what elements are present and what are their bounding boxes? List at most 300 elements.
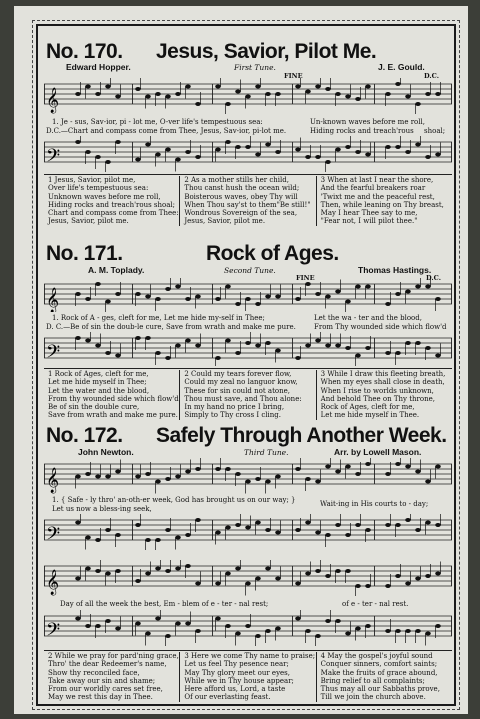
treble-staff [44,78,452,114]
note-head [145,632,151,636]
note-head [135,475,141,479]
verse-line: When I rise to worlds unknown, [320,386,434,395]
note-head [175,285,181,289]
verse-line: And behold Thee on Thy throne, [320,394,435,403]
clef-symbol: 𝄢 [46,342,61,366]
verse-line: Of our everlasting feast. [184,693,271,702]
note-head [395,523,401,527]
verse-line: May Thy glory meet our eyes, [184,668,290,677]
note-head [385,92,391,96]
verse-line: Be of sin the double cure, [48,403,140,412]
note-head [145,95,151,99]
note-head [75,292,81,296]
verse-line: Here afford us, Lord, a taste [184,685,286,694]
note-head [75,140,81,144]
note-head [165,569,171,573]
verse-line: From our worldly cares set free, [48,685,163,694]
note-head [115,95,121,99]
note-head [215,297,221,301]
note-head [85,624,91,628]
note-head [275,349,281,353]
note-head [395,351,401,355]
note-head [405,290,411,294]
note-head [245,624,251,628]
note-head [415,577,421,581]
verse-line: 'Twixt me and the peaceful rest, [320,192,435,201]
note-head [225,339,231,343]
note-head [265,480,271,484]
lyric-line-2: Let us now a bless-ing seek, [52,505,152,513]
note-head [95,624,101,628]
note-head [435,523,441,527]
note-head [385,302,391,306]
note-head [185,297,191,301]
note-head [95,282,101,286]
clef-symbol: 𝄞 [46,88,60,113]
fine-mark: FINE [284,72,303,80]
verse-line: In my hand no price I bring, [184,403,285,412]
verse-line: Thou must save, and Thou alone: [184,394,302,403]
note-head [345,346,351,350]
note-head [225,526,231,530]
note-head [425,346,431,350]
tune-label: Second Tune. [224,266,276,275]
note-head [185,533,191,537]
verse-line: Simply to Thy cross I cling. [184,411,282,420]
lyric-right-1: Un-known waves before me roll, [310,118,425,126]
note-head [395,629,401,633]
note-head [195,582,201,586]
note-head [145,472,151,476]
verse-line: 3 When at last I near the shore, [320,176,434,184]
note-head [175,536,181,540]
clef-symbol: 𝄢 [46,524,61,549]
note-head [355,472,361,476]
note-head [305,344,311,348]
verses [44,652,452,702]
dc-mark: D.C. [424,72,439,80]
note-head [325,465,331,469]
verse-line: May we rest this day in Thee. [48,693,153,702]
note-head [215,467,221,471]
lyric-right-2: Hiding rocks and treach'rous [310,127,414,135]
verses [44,370,452,420]
note-head [265,92,271,96]
note-head [135,523,141,527]
note-head [195,518,201,522]
note-head [405,582,411,586]
note-head [235,472,241,476]
note-head [405,518,411,522]
verse-2 [44,652,179,702]
note-head [175,344,181,348]
note-head [415,143,421,147]
hymn-number: No. 170. [46,40,123,63]
note-head [245,480,251,484]
note-head [335,470,341,474]
verse-line: 2 Could my tears forever flow, [184,370,292,378]
note-head [325,619,331,623]
note-head [85,472,91,476]
note-head [425,480,431,484]
note-head [365,85,371,89]
note-head [195,467,201,471]
note-head [275,531,281,535]
note-head [395,574,401,578]
note-head [355,627,361,631]
bass-staff [44,514,452,550]
note-head [165,634,171,638]
note-head [295,582,301,586]
verse-3 [179,652,315,702]
bass-staff-2 [44,610,452,646]
note-head [135,87,141,91]
note-head [405,95,411,99]
note-head [295,148,301,152]
clef-symbol: 𝄢 [46,620,61,645]
verse-line: May I hear Thee say to me, [320,209,418,218]
note-head [365,285,371,289]
note-head [165,148,171,152]
divider [44,368,452,369]
note-head [215,617,221,621]
verse-line: Could my zeal no languor know, [184,378,298,387]
note-head [175,567,181,571]
note-head [195,155,201,159]
note-head [435,624,441,628]
note-head [165,287,171,291]
note-head [405,629,411,633]
note-head [405,465,411,469]
clef-symbol: 𝄞 [46,468,60,493]
note-head [115,292,121,296]
note-head [185,150,191,154]
note-head [295,356,301,360]
note-head [415,629,421,633]
note-head [115,627,121,631]
note-head [295,297,301,301]
hymn-title: Rock of Ages. [206,242,339,265]
note-head [415,285,421,289]
note-head [165,528,171,532]
verse-line: Thro' the dear Redeemer's name, [48,660,167,669]
note-head [95,344,101,348]
divider [44,650,452,651]
note-head [295,528,301,532]
note-head [315,85,321,89]
verse-3 [316,370,452,420]
author-credit: John Newton. [78,447,134,457]
note-head [405,341,411,345]
verses [44,176,452,226]
note-head [255,85,261,89]
lyric-right-2: From Thy wounded side which flow'd [314,323,447,331]
note-head [105,619,111,623]
note-head [305,521,311,525]
note-head [225,140,231,144]
note-head [145,295,151,299]
note-head [115,569,121,573]
hymn-number: No. 171. [46,242,123,265]
note-head [255,577,261,581]
note-head [305,90,311,94]
tune-label: Third Tune. [244,448,289,457]
note-head [215,148,221,152]
note-head [75,336,81,340]
note-head [355,150,361,154]
note-head [395,292,401,296]
note-head [235,351,241,355]
note-head [295,617,301,621]
note-head [115,140,121,144]
note-head [265,567,271,571]
note-head [345,632,351,636]
note-head [75,617,81,621]
lyric-line-2: D. C.—Be of sin the doub-le cure, Save from wrath and make me pure. [46,323,296,331]
note-head [325,533,331,537]
lyric-line-1: 1. Rock of A - ges, cleft for me, Let me hide my-self in Thee; [52,314,265,322]
page-border [36,24,456,706]
note-head [235,302,241,306]
verse-line: "Fear not, I will pilot thee." [320,217,418,226]
note-head [195,629,201,633]
note-head [215,356,221,360]
note-head [215,85,221,89]
note-head [325,574,331,578]
composer-credit: J. E. Gould. [378,62,425,72]
divider [44,174,452,175]
verse-line: 3 Here we come Thy name to praise; [184,652,316,660]
note-head [85,567,91,571]
note-head [185,564,191,568]
note-head [175,475,181,479]
note-head [195,295,201,299]
note-head [85,297,91,301]
note-head [385,472,391,476]
note-head [225,467,231,471]
verse-line: Rock of Ages, cleft for me, [320,403,415,412]
note-head [105,572,111,576]
note-head [215,582,221,586]
note-head [85,339,91,343]
note-head [155,297,161,301]
verse-line: 2 As a mother stills her child, [184,176,289,184]
verse-line: Then, while leaning on Thy breast, [320,200,444,209]
note-head [435,465,441,469]
hymn-title: Safely Through Another Week. [156,424,447,447]
note-head [325,87,331,91]
note-head [155,351,161,355]
note-head [155,480,161,484]
note-head [305,477,311,481]
note-head [75,475,81,479]
note-head [365,153,371,157]
note-head [105,85,111,89]
verse-line: Till we join the church above. [320,693,426,702]
verse-line: Jesus, Savior, pilot me. [184,217,266,226]
hymn-title: Jesus, Savior, Pilot Me. [156,40,377,63]
note-head [305,155,311,159]
note-head [275,627,281,631]
note-head [355,354,361,358]
verse-line: 2 While we pray for pard'ning grace, [48,652,179,660]
note-head [325,295,331,299]
verse-line: Thou canst hush the ocean wild; [184,184,300,193]
note-head [105,160,111,164]
composer-credit: Thomas Hastings. [358,265,432,275]
hymn-172 [38,424,458,708]
note-head [425,92,431,96]
note-head [335,344,341,348]
note-head [335,569,341,573]
note-head [115,533,121,537]
note-head [435,354,441,358]
note-head [135,336,141,340]
note-head [415,470,421,474]
note-head [195,344,201,348]
note-head [365,624,371,628]
note-head [225,102,231,106]
verse-line: Take away our sin and shame; [48,676,156,685]
note-head [315,569,321,573]
verse-line: Save from wrath and make me pure. [48,411,178,420]
note-head [385,351,391,355]
verse-line: 4 May the gospel's joyful sound [320,652,433,660]
note-head [95,538,101,542]
note-head [415,102,421,106]
note-head [275,92,281,96]
note-head [165,356,171,360]
note-head [95,569,101,573]
note-head [395,462,401,466]
note-head [395,145,401,149]
note-head [155,538,161,542]
note-head [185,622,191,626]
note-head [335,92,341,96]
note-head [185,470,191,474]
verse-line: Let me hide myself in Thee. [320,411,420,420]
note-head [265,528,271,532]
note-head [185,85,191,89]
note-head [245,582,251,586]
note-head [365,584,371,588]
note-head [245,526,251,530]
note-head [435,297,441,301]
note-head [195,102,201,106]
note-head [395,82,401,86]
verse-1 [44,370,179,420]
note-head [425,632,431,636]
hymn-number: No. 172. [46,424,123,447]
note-head [365,346,371,350]
verse-line: Wondrous Sovereign of the sea, [184,209,298,218]
note-head [105,475,111,479]
note-head [345,465,351,469]
verse-line: From thy wounded side which flow'd [48,394,179,403]
note-head [365,528,371,532]
note-head [175,622,181,626]
note-head [415,528,421,532]
note-head [365,462,371,466]
lyric-line-1: 1. { Safe - ly thro' an-oth-er week, God has brought us on our way; } [52,496,296,504]
note-head [435,92,441,96]
lyric-line-2: D.C.—Chart and compass come from Thee, Jesus, Sav-ior, pi-lot me. [46,127,287,135]
note-head [235,632,241,636]
fine-mark: FINE [296,274,315,282]
verse-2 [179,176,315,226]
note-head [255,634,261,638]
lyric-right-3: shoal; [424,127,446,135]
note-head [345,569,351,573]
note-head [155,153,161,157]
note-head [175,158,181,162]
note-head [335,619,341,623]
verse-line: Thus may all our Sabbaths prove, [320,685,440,694]
note-head [155,567,161,571]
note-head [425,155,431,159]
note-head [425,285,431,289]
verse-line: Conquer sinners, comfort saints; [320,660,438,669]
note-head [425,574,431,578]
note-head [85,85,91,89]
note-head [345,95,351,99]
note-head [275,577,281,581]
verse-line: When my eyes shall close in death, [320,378,445,387]
note-head [325,160,331,164]
verse-line: Let us feel Thy pesence near; [184,660,289,669]
treble-staff [44,278,452,312]
note-head [275,475,281,479]
treble-staff [44,458,452,494]
note-head [225,285,231,289]
note-head [145,538,151,542]
verse-4 [316,652,452,702]
verse-line: Boisterous waves, obey Thy will [184,192,298,201]
note-head [265,629,271,633]
note-head [75,521,81,525]
note-head [255,344,261,348]
clef-symbol: 𝄢 [46,146,61,171]
note-head [255,302,261,306]
verse-line: Bring relief to all complaints; [320,676,425,685]
note-head [135,292,141,296]
note-head [385,523,391,527]
note-head [225,572,231,576]
clef-symbol: 𝄞 [46,288,60,312]
note-head [315,531,321,535]
note-head [305,572,311,576]
note-head [405,150,411,154]
note-head [315,480,321,484]
note-head [235,145,241,149]
lyric-right-1: Wait-ing in His courts to - day; [320,500,429,508]
note-head [295,467,301,471]
verse-line: Jesus, Savior, pilot me. [48,217,129,226]
lyric-right-3: of e - ter - nal rest. [342,600,409,608]
note-head [435,572,441,576]
verse-line: While we in Thy house appear; [184,676,294,685]
verse-line: Show thy reconciled face, [48,668,140,677]
note-head [185,339,191,343]
verse-line: Unknown waves before me roll, [48,192,161,201]
note-head [145,336,151,340]
note-head [265,295,271,299]
treble-staff-2 [44,560,452,596]
note-head [255,153,261,157]
note-head [235,523,241,527]
note-head [245,145,251,149]
note-head [155,92,161,96]
